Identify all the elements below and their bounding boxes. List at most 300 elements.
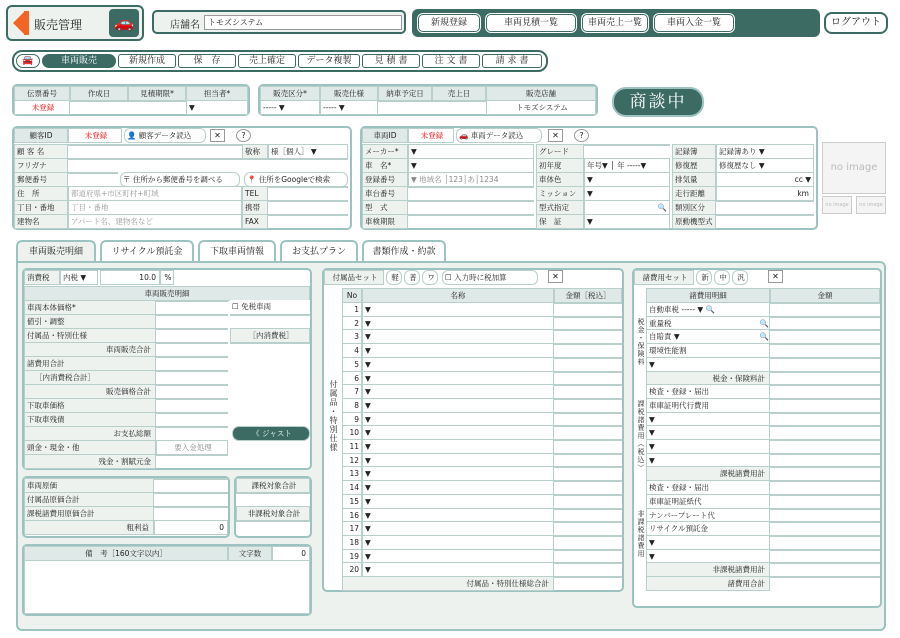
garage-proxy-label: 車庫証明代行費用	[646, 398, 770, 413]
weight-tax-amount[interactable]	[770, 316, 880, 318]
car-name-select[interactable]: ▼	[408, 158, 534, 173]
taxable-total	[236, 492, 310, 494]
chassis-field[interactable]	[408, 186, 534, 188]
nav-bar	[412, 9, 820, 37]
estimate-doc-button[interactable]: 見 積 書	[362, 54, 420, 68]
set-futsu-button[interactable]: 普	[404, 270, 420, 285]
accessory-amount-field[interactable]	[554, 494, 622, 496]
tradein-debt	[156, 412, 228, 414]
vehicle-thumb-1[interactable]: no image	[822, 196, 852, 214]
expenses-total	[156, 356, 228, 358]
accessory-label: 付属品・特別仕様	[24, 328, 156, 343]
no-header: No	[342, 288, 362, 303]
mileage-field[interactable]: km	[716, 186, 814, 201]
just-button[interactable]: 《 ジャスト	[232, 426, 310, 441]
row-number: 2	[342, 316, 362, 331]
displacement-label: 排気量	[672, 172, 716, 187]
expenses-panel	[632, 268, 882, 608]
tax-label: 消費税	[24, 270, 60, 285]
expense-set-label: 諸費用セット	[634, 270, 694, 285]
nontax-extra-select[interactable]: ▼	[646, 549, 770, 564]
expenses-total-label: 諸費用合計	[24, 356, 156, 371]
accessory-name-field[interactable]: ▼	[362, 494, 554, 509]
tab-recycle[interactable]: リサイクル預託金	[100, 240, 194, 262]
accessory-amount-field[interactable]	[554, 508, 622, 510]
discount-label: 値引・調整	[24, 314, 156, 329]
inspection-field[interactable]	[408, 214, 534, 216]
accessory-name-field[interactable]: ▼	[362, 466, 554, 481]
insurance-row[interactable]: 自賠責 ▼ 🔍	[646, 329, 770, 344]
tradein-price-label: 下取車価格	[24, 398, 156, 413]
tab-sales-detail[interactable]: 車両販売明細	[16, 240, 96, 262]
amount-header: 金額［税込］	[554, 288, 622, 303]
accessory-name-field[interactable]: ▼	[362, 535, 554, 550]
tax-total-label: 税金・保険料計	[646, 371, 770, 386]
down-payment-label: 頭金・現金・他	[24, 440, 156, 455]
tax-total	[156, 370, 228, 372]
accessory-amount-field[interactable]	[554, 549, 622, 551]
row-number: 5	[342, 357, 362, 372]
balance-label: 残金・割賦元金	[24, 454, 156, 469]
color-label: 車体色	[536, 172, 584, 187]
taxable-total-label: 課税対象合計	[236, 478, 310, 493]
accessory-name-field[interactable]: ▼	[362, 343, 554, 358]
tab-tradein[interactable]: 下取車両情報	[198, 240, 276, 262]
accessory-name-field[interactable]: ▼	[362, 439, 554, 454]
row-number: 9	[342, 412, 362, 427]
accessory-amount-field[interactable]	[554, 357, 622, 359]
row-number: 19	[342, 549, 362, 564]
toolbar	[12, 50, 548, 72]
slip-no-header: 伝票番号	[14, 86, 70, 101]
logout-button[interactable]: ログアウト	[824, 12, 888, 34]
customer-panel	[12, 126, 352, 230]
expense-amount-field[interactable]	[770, 576, 880, 578]
shop-label: 店舗名	[170, 20, 200, 31]
accessory-amount-field[interactable]	[554, 343, 622, 345]
back-bar-icon	[24, 11, 29, 35]
street-field[interactable]: 丁目・番地	[68, 200, 242, 215]
accessory-amount-field[interactable]	[554, 535, 622, 537]
maker-select[interactable]: ▼	[408, 144, 534, 159]
customer-name-field[interactable]	[68, 144, 242, 146]
nontax-extra-select[interactable]: ▼	[646, 535, 770, 550]
chassis-label: 車台番号	[362, 186, 408, 201]
exp-set-used-button[interactable]: 中	[714, 270, 730, 285]
accessory-cost-label: 付属品原価合計	[24, 492, 154, 507]
address-label: 住 所	[14, 186, 68, 201]
expense-amount-field[interactable]	[770, 535, 880, 537]
accessory-name-field[interactable]: ▼	[362, 562, 554, 577]
accessory-name-field[interactable]: ▼	[362, 384, 554, 399]
inspection-fee-label: 検査・登録・届出	[646, 384, 770, 399]
accessory-amount-field[interactable]	[554, 562, 622, 564]
tab-documents[interactable]: 書類作成・約款	[362, 240, 446, 262]
sales-type-header: 販売区分*	[260, 86, 320, 101]
accessory-name-field[interactable]: ▼	[362, 508, 554, 523]
expense-amount-field[interactable]	[770, 425, 880, 427]
expense-amount-field[interactable]	[770, 439, 880, 441]
body-price-label: 車両本体価格*	[24, 300, 156, 315]
sales-spec-header: 販売仕様	[320, 86, 378, 101]
expense-amount-field[interactable]	[770, 480, 880, 482]
first-year-label: 初年度	[536, 158, 584, 173]
nontax-total-label: 非課税諸費用計	[646, 562, 770, 577]
model-designation-label: 型式指定	[536, 200, 584, 215]
percent-label: %	[160, 270, 174, 285]
store-value: トモズシステム	[486, 100, 596, 115]
nav-sales-list-button[interactable]: 車両売上一覧	[582, 14, 648, 32]
accessory-amount-field[interactable]	[554, 521, 622, 523]
vehicle-clear-icon[interactable]: ✕	[548, 129, 563, 142]
nontaxable-total	[236, 520, 310, 522]
name-header: 名称	[362, 288, 554, 303]
taxable-cost-label: 課税諸費用原価合計	[24, 506, 154, 521]
garage-stamp-label: 車庫証明証紙代	[646, 494, 770, 509]
accessory-field	[156, 328, 228, 330]
engine-field[interactable]	[716, 214, 814, 216]
row-number: 3	[342, 329, 362, 344]
tax-select[interactable]: 内税 ▼	[60, 270, 98, 285]
mobile-field[interactable]	[268, 200, 348, 202]
inner-tax-value	[230, 342, 310, 344]
furigana-label: フリガナ	[14, 158, 68, 173]
auto-tax-amount[interactable]	[770, 302, 880, 304]
accessory-total	[554, 576, 622, 578]
inspection-label: 車検期限	[362, 214, 408, 229]
payment-total-label: お支払総額	[24, 426, 156, 441]
accessory-name-field[interactable]: ▼	[362, 412, 554, 427]
expense-amount-field[interactable]	[770, 508, 880, 510]
env-tax-label: 環境性能割	[646, 343, 770, 358]
expense-col2-header: 金額	[770, 288, 880, 303]
set-kei-button[interactable]: 軽	[386, 270, 402, 285]
invoice-button[interactable]: 請 求 書	[482, 54, 542, 68]
accessory-amount-field[interactable]	[554, 439, 622, 441]
row-number: 16	[342, 508, 362, 523]
app-title: 販売管理	[34, 18, 83, 32]
expense-amount-field[interactable]	[770, 549, 880, 551]
tax-rate-field[interactable]: 10.0	[100, 270, 160, 285]
delivery-header: 納車予定日	[378, 86, 432, 101]
expense-amount-field[interactable]	[770, 466, 880, 468]
tax-add-checkbox[interactable]: ☐ 入力時に税加算	[442, 270, 538, 285]
tax-side-label: 税金・保険料	[637, 318, 645, 366]
payment-total	[156, 426, 228, 428]
accessory-name-field[interactable]: ▼	[362, 521, 554, 536]
delivery-field[interactable]	[378, 100, 432, 102]
inner-tax-label: ［内消費税］	[230, 328, 310, 343]
profit-label: 粗利益	[24, 520, 154, 535]
row-number: 6	[342, 371, 362, 386]
set-wa-button[interactable]: ワ	[422, 270, 438, 285]
zip-lookup-button[interactable]: 〒 住所から郵便番号を調べる	[120, 172, 240, 187]
mileage-label: 走行距離	[672, 186, 716, 201]
shop-name-field[interactable]: トモズシステム	[204, 15, 402, 30]
sales-spec-select[interactable]: ----- ▼	[320, 100, 378, 115]
accessory-amount-field[interactable]	[554, 398, 622, 400]
staff-select[interactable]: ▼	[186, 100, 248, 115]
class-field[interactable]	[716, 200, 814, 202]
sales-detail-panel	[22, 268, 312, 470]
accessory-amount-field[interactable]	[554, 371, 622, 373]
customer-help-icon[interactable]: ?	[236, 129, 251, 142]
class-label: 類別区分	[672, 200, 716, 215]
exp-set-new-button[interactable]: 新	[696, 270, 712, 285]
new-create-button[interactable]: 新規作成	[118, 54, 176, 68]
confirm-sale-button[interactable]: 売上確定	[238, 54, 296, 68]
accessory-name-field[interactable]: ▼	[362, 357, 554, 372]
exp-set-general-button[interactable]: 汎	[732, 270, 748, 285]
accessory-name-field[interactable]: ▼	[362, 329, 554, 344]
profit-value: 0	[154, 520, 228, 535]
model-field[interactable]	[408, 200, 534, 202]
row-number: 20	[342, 562, 362, 577]
zip-label: 郵便番号	[14, 172, 68, 187]
char-count-label: 文字数	[228, 546, 272, 561]
repair-select[interactable]: 修復歴なし ▼	[716, 158, 814, 173]
number-plate-label: ナンバープレート代	[646, 508, 770, 523]
expense-amount-field[interactable]	[770, 384, 880, 386]
row-number: 1	[342, 302, 362, 317]
expense-amount-field[interactable]	[770, 453, 880, 455]
row-number: 18	[342, 535, 362, 550]
nontaxable-total-label: 非課税対象合計	[236, 506, 310, 521]
tax-extra-select[interactable]: ▼	[646, 357, 770, 372]
color-select[interactable]: ▼	[584, 172, 670, 187]
customer-load-button[interactable]: 👤 顧客データ読込	[124, 128, 206, 143]
accessory-clear-icon[interactable]: ✕	[548, 270, 563, 283]
expiry-field[interactable]	[128, 100, 186, 102]
car-icon: 🚗	[109, 9, 139, 37]
expense-amount-field[interactable]	[770, 357, 880, 359]
accessory-amount-field[interactable]	[554, 316, 622, 318]
expense-col1-header: 諸費用明細	[646, 288, 770, 303]
expense-amount-field[interactable]	[770, 412, 880, 414]
order-doc-button[interactable]: 注 文 書	[422, 54, 480, 68]
record-label: 記録簿	[672, 144, 716, 159]
down-payment-field[interactable]: 要入金処理	[156, 440, 228, 455]
row-number: 13	[342, 466, 362, 481]
tel-field[interactable]	[268, 186, 348, 188]
row-number: 10	[342, 425, 362, 440]
building-label: 建物名	[14, 214, 68, 229]
taxable-extra-select[interactable]: ▼	[646, 412, 770, 427]
transmission-label: ミッション	[536, 186, 584, 201]
customer-id-label: 顧客ID	[14, 128, 68, 143]
store-header: 販売店舗	[486, 86, 596, 101]
accessory-amount-field[interactable]	[554, 453, 622, 455]
accessory-name-field[interactable]: ▼	[362, 549, 554, 564]
memo-textarea[interactable]	[24, 560, 310, 614]
vehicle-id-value: 未登録	[408, 128, 454, 143]
model-label: 型 式	[362, 200, 408, 215]
fax-label: FAX	[242, 214, 268, 229]
sales-info-panel	[258, 84, 598, 116]
nontax-inspection-label: 検査・登録・届出	[646, 480, 770, 495]
vehicle-thumb-2[interactable]: no image	[856, 196, 886, 214]
honorific-label: 敬称	[242, 144, 268, 159]
mobile-label: 携帯	[242, 200, 268, 215]
taxable-extra-select[interactable]: ▼	[646, 439, 770, 454]
car-name-label: 車 名*	[362, 158, 408, 173]
slip-panel	[12, 84, 250, 116]
accessory-name-field[interactable]: ▼	[362, 425, 554, 440]
accessory-amount-field[interactable]	[554, 302, 622, 304]
memo-label: 備 考［160文字以内］	[24, 546, 228, 561]
created-field[interactable]	[70, 100, 128, 102]
repair-label: 修復歴	[672, 158, 716, 173]
customer-clear-icon[interactable]: ✕	[210, 129, 225, 142]
stripe-cell	[230, 314, 310, 316]
expiry-header: 見積期限*	[128, 86, 186, 101]
grand-total-label: 諸費用合計	[646, 576, 770, 591]
row-number: 7	[342, 384, 362, 399]
row-number: 15	[342, 494, 362, 509]
tax-free-checkbox[interactable]: ☐ 免税車両	[230, 300, 310, 313]
transmission-select[interactable]: ▼	[584, 186, 670, 201]
row-number: 14	[342, 480, 362, 495]
vehicle-main-image[interactable]: no image	[822, 142, 886, 194]
balance-value	[156, 454, 228, 456]
row-number: 4	[342, 343, 362, 358]
vehicle-id-label: 車両ID	[362, 128, 408, 143]
expense-amount-field[interactable]	[770, 562, 880, 564]
insurance-amount[interactable]	[770, 329, 880, 331]
accessory-amount-field[interactable]	[554, 384, 622, 386]
building-field[interactable]: アパート名、建物名など	[68, 214, 242, 229]
accessory-name-field[interactable]: ▼	[362, 371, 554, 386]
accessory-amount-field[interactable]	[554, 466, 622, 468]
sale-date-header: 売上日	[432, 86, 486, 101]
row-number: 17	[342, 521, 362, 536]
fax-field[interactable]	[268, 214, 348, 216]
sale-price-total-label: 販売価格合計	[24, 384, 156, 399]
vehicle-cost-field[interactable]	[154, 478, 228, 480]
vehicle-load-button[interactable]: 🚗 車両データ読込	[456, 128, 542, 143]
app-logo[interactable]	[6, 5, 144, 41]
accessory-cost-value	[154, 492, 228, 494]
plate-field[interactable]: ▼ 地域名 │123│あ│1234	[408, 172, 534, 187]
accessories-panel	[322, 268, 624, 592]
discount-field[interactable]	[156, 314, 228, 316]
memo-panel	[22, 544, 312, 616]
accessory-name-field[interactable]: ▼	[362, 302, 554, 317]
accessory-amount-field[interactable]	[554, 480, 622, 482]
car-toolbar-icon: 🚘	[16, 54, 40, 68]
expense-amount-field[interactable]	[770, 398, 880, 400]
nav-estimate-list-button[interactable]: 車両見積一覧	[486, 14, 576, 32]
staff-header: 担当者*	[186, 86, 248, 101]
recycle-deposit-label: リサイクル預託金	[646, 521, 770, 536]
detail-header: 車両販売明細	[24, 286, 310, 301]
taxable-extra-select[interactable]: ▼	[646, 453, 770, 468]
street-label: 丁目・番地	[14, 200, 68, 215]
customer-id-value: 未登録	[68, 128, 122, 143]
tax-total-label: ［内消費税合計］	[24, 370, 156, 385]
customer-name-label: 顧 客 名	[14, 144, 68, 159]
nontax-side-label: 非課税諸費用	[637, 510, 645, 558]
warranty-select[interactable]: ▼	[584, 214, 670, 229]
tab-payment[interactable]: お支払プラン	[280, 240, 358, 262]
accessory-amount-field[interactable]	[554, 329, 622, 331]
expense-clear-icon[interactable]: ✕	[768, 270, 783, 283]
body-price-field[interactable]	[156, 300, 228, 302]
accessory-name-field[interactable]: ▼	[362, 453, 554, 468]
row-number: 8	[342, 398, 362, 413]
tradein-price	[156, 398, 228, 400]
record-select[interactable]: 記録簿あり ▼	[716, 144, 814, 159]
accessory-total-label: 付属品・特別仕様総合計	[342, 576, 554, 591]
char-count: 0	[272, 546, 310, 561]
first-year-field[interactable]: 年号▼ │ 年 -----▼	[584, 158, 670, 173]
tel-label: TEL	[242, 186, 268, 201]
accessory-name-field[interactable]: ▼	[362, 398, 554, 413]
taxable-total-label: 課税諸費用計	[646, 466, 770, 481]
model-search-icon[interactable]: 🔍	[584, 200, 670, 215]
honorific-select[interactable]: 様［個人］ ▼	[268, 144, 348, 159]
accessory-side-label: 付属品・特別仕様	[329, 380, 338, 452]
accessory-amount-field[interactable]	[554, 425, 622, 427]
vehicle-help-icon[interactable]: ?	[574, 129, 589, 142]
expense-amount-field[interactable]	[770, 521, 880, 523]
vehicle-sales-button[interactable]: 車両販売	[42, 54, 116, 68]
google-search-button[interactable]: 📍 住所をGoogleで検索	[244, 172, 348, 187]
vehicle-cost-label: 車両原価	[24, 478, 154, 493]
grade-label: グレード	[536, 144, 584, 159]
row-number: 12	[342, 453, 362, 468]
maker-label: メーカー*	[362, 144, 408, 159]
engine-label: 原動機型式	[672, 214, 716, 229]
warranty-label: 保 証	[536, 214, 584, 229]
cost-panel	[22, 476, 230, 538]
taxable-cost-value	[154, 506, 228, 508]
tradein-debt-label: 下取車残債	[24, 412, 156, 427]
nav-new-register-button[interactable]: 新規登録	[418, 14, 480, 32]
sale-date-field[interactable]	[432, 100, 486, 102]
accessory-name-field[interactable]: ▼	[362, 316, 554, 331]
shop-box	[152, 10, 406, 34]
taxable-side-label: 課税諸費用（税込）	[637, 400, 645, 472]
expense-amount-field[interactable]	[770, 371, 880, 373]
weight-tax-row[interactable]: 重量税 🔍	[646, 316, 770, 331]
displacement-field[interactable]: cc ▼	[716, 172, 814, 187]
address-field[interactable]: 都道府県+市区町村+町域	[68, 186, 242, 201]
nav-payment-list-button[interactable]: 車両入金一覧	[654, 14, 734, 32]
accessory-amount-field[interactable]	[554, 412, 622, 414]
vehicle-sales-total-label: 車両販売合計	[24, 342, 156, 357]
duplicate-button[interactable]: データ複製	[298, 54, 360, 68]
sale-price-total	[156, 384, 228, 386]
expense-amount-field[interactable]	[770, 343, 880, 345]
grade-field[interactable]	[584, 144, 670, 146]
accessory-name-field[interactable]: ▼	[362, 480, 554, 495]
slip-no-value: 未登録	[14, 100, 70, 115]
plate-label: 登録番号	[362, 172, 408, 187]
save-button[interactable]: 保 存	[178, 54, 236, 68]
sales-type-select[interactable]: ----- ▼	[260, 100, 320, 115]
vehicle-sales-total	[156, 342, 228, 344]
furigana-field[interactable]	[68, 158, 348, 160]
zip-field[interactable]	[68, 172, 118, 174]
accessory-set-label: 付属品セット	[324, 270, 384, 285]
created-header: 作成日	[70, 86, 128, 101]
taxable-extra-select[interactable]: ▼	[646, 425, 770, 440]
vehicle-panel	[360, 126, 818, 230]
auto-tax-row[interactable]: 自動車税 ----- ▼ 🔍	[646, 302, 770, 317]
row-number: 11	[342, 439, 362, 454]
expense-amount-field[interactable]	[770, 494, 880, 496]
